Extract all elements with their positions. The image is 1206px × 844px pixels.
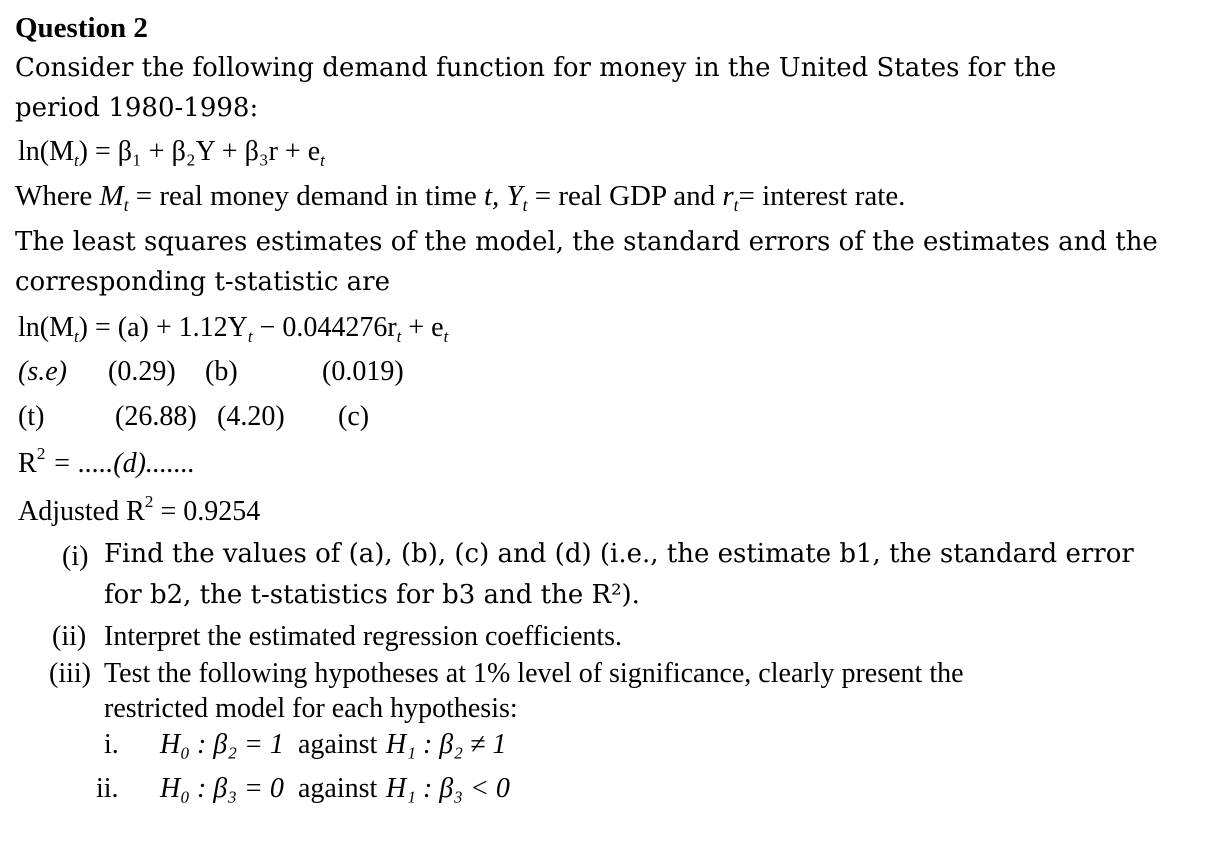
hypothesis-1-number: i. — [104, 729, 119, 760]
est-rhs-a: ) = (a) + 1.12Y — [78, 312, 248, 343]
item-i-number: (i) — [62, 541, 89, 572]
hypothesis-2-against: against — [298, 773, 378, 804]
adj-r2-value: = 0.9254 — [153, 496, 261, 527]
adjusted-r-squared-line — [18, 491, 261, 527]
item-iii-line-2: restricted model for each hypothesis: — [104, 693, 518, 724]
t-value-1: (26.88) — [115, 401, 197, 432]
est-rhs-c: + e — [401, 312, 444, 343]
est-rhs-b: − 0.044276r — [252, 312, 397, 343]
item-ii-number: (ii) — [52, 621, 87, 652]
hypothesis-2-null: H₀ : β₃ = 0 — [160, 773, 284, 804]
adj-r2-label: Adjusted R — [18, 496, 145, 527]
hypothesis-2-number: ii. — [96, 773, 119, 804]
y-definition: = real GDP and — [534, 180, 716, 212]
intro-line-1: Consider the following demand function for money in the United States for the — [15, 53, 1057, 83]
ls-line-2: corresponding t-statistic are — [15, 267, 390, 297]
model-rhs: ) = β₁ + β₂Y + β₃r + e — [78, 136, 321, 167]
item-ii-text: Interpret the estimated regression coefficients. — [104, 621, 623, 652]
r2-label: R — [18, 448, 37, 479]
hypothesis-2-alternative: H₁ : β₃ < 0 — [386, 773, 510, 804]
r-squared-line — [18, 443, 195, 479]
estimated-equation: $\ln(M_t) = (a) + 1.12Y_t - 0.044276r_t + e_t$ — [18, 312, 449, 346]
item-i-line-1: Find the values of (a), (b), (c) and (d) (i.e., the estimate b1, the standard error — [104, 539, 1134, 569]
est-lhs: ln(M — [18, 312, 74, 343]
se-value-2: (b) — [205, 356, 238, 387]
m-definition: = real money demand in time — [135, 180, 477, 212]
r2-value: = .....(d)....... — [45, 448, 195, 479]
se-value-3: (0.019) — [322, 356, 404, 387]
hypothesis-1-null: H₀ : β₂ = 1 — [160, 729, 284, 760]
ls-line-1: The least squares estimates of the model, the standard errors of the estimates and the — [15, 227, 1158, 257]
t-value-3: (c) — [338, 401, 370, 432]
where-lead: Where — [15, 180, 93, 212]
hypothesis-1-against: against — [298, 729, 378, 760]
hypothesis-1-alternative: H₁ : β₂ ≠ 1 — [386, 729, 507, 760]
intro-line-2: period 1980-1998: — [15, 93, 259, 123]
item-iii-number: (iii) — [49, 658, 91, 689]
question-heading: Question 2 — [15, 12, 148, 44]
t-variable: t, — [483, 180, 500, 212]
model-equation: $\ln(M_t) = \beta_1 + \beta_2Y + \beta_3r + e_t$ — [18, 136, 325, 170]
se-value-1: (0.29) — [108, 356, 176, 387]
item-iii-line-1: Test the following hypotheses at 1% level of significance, clearly present the — [104, 658, 964, 689]
r-definition: = interest rate. — [738, 180, 906, 212]
t-value-2: (4.20) — [217, 401, 285, 432]
se-label: (s.e) — [18, 356, 67, 387]
item-i-line-2: for b2, the t-statistics for b3 and the R²). — [104, 580, 640, 610]
t-label: (t) — [18, 401, 45, 432]
variable-definitions: Where $M_t$ = real money demand in time t, $Y_t$ = real GDP and $r_t=$ interest rate. — [15, 180, 906, 216]
adj-r2-sup: 2 — [144, 491, 154, 511]
r2-sup: 2 — [36, 443, 46, 463]
model-lhs: ln(M — [18, 136, 74, 167]
